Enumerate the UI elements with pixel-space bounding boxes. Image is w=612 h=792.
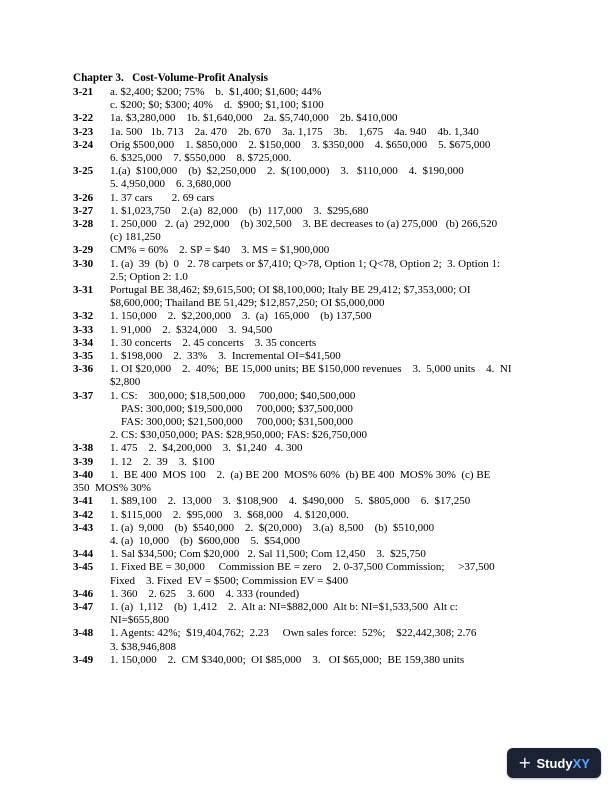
answer-line: 1. OI $20,000 2. 40%; BE 15,000 units; BE $150,000 revenues 3. 5,000 units 4. NI: [110, 363, 512, 376]
problem-number: 3-28: [73, 218, 94, 231]
problem-number: 3-40: [73, 468, 94, 481]
answer-line: CM% = 60% 2. SP = $40 3. MS = $1,900,000: [110, 244, 330, 257]
answer-entry: [73, 112, 553, 125]
answer-line: Portugal BE 38,462; $9,615,500; OI $8,100,000; Italy BE 29,412; $7,353,000; OI: [110, 284, 471, 297]
answer-entry: [73, 205, 553, 218]
answer-line: 1a. 500 1b. 713 2a. 470 2b. 670 3a. 1,175 3b. 1,675 4a. 940 4b. 1,340: [110, 125, 479, 138]
problem-number: 3-24: [73, 138, 94, 151]
problem-number: 3-27: [73, 204, 94, 217]
answer-entry: [73, 165, 553, 191]
problem-number: 3-32: [73, 310, 94, 323]
answer-line: 2.5; Option 2: 1.0: [110, 270, 188, 283]
problem-number: 3-44: [73, 548, 94, 561]
answer-line: 1. 30 concerts 2. 45 concerts 3. 35 concerts: [110, 336, 317, 349]
answer-line: $8,600,000; Thailand BE 51,429; $12,857,250; OI $5,000,000: [110, 297, 385, 310]
answer-line: 5. 4,950,000 6. 3,680,000: [110, 178, 231, 191]
answer-line: 1a. $3,280,000 1b. $1,640,000 2a. $5,740,000 2b. $410,000: [110, 112, 398, 125]
answer-entry: [73, 548, 553, 561]
answer-line: 1. 150,000 2. CM $340,000; OI $85,000 3. OI $65,000; BE 159,380 units: [110, 653, 465, 666]
problem-number: 3-22: [73, 112, 94, 125]
answer-line: c. $200; $0; $300; 40% d. $900; $1,100; $100: [110, 99, 324, 112]
answer-entry: [73, 456, 553, 469]
answer-entry: [73, 654, 553, 667]
answer-line: 1. $198,000 2. 33% 3. Incremental OI=$41,500: [110, 350, 341, 363]
problem-number: 3-38: [73, 442, 94, 455]
answer-line: 6. $325,000 7. $550,000 8. $725,000.: [110, 152, 292, 165]
answer-entry: [73, 86, 553, 112]
answer-line: 1. Agents: 42%; $19,404,762; 2.23 Own sales force: 52%; $22,442,308; 2.76: [110, 627, 477, 640]
answer-line: 1. (a) 9,000 (b) $540,000 2. $(20,000) 3.(a) 8,500 (b) $510,000: [110, 521, 435, 534]
answer-line: 1. $1,023,750 2.(a) 82,000 (b) 117,000 3. $295,680: [110, 204, 369, 217]
problem-number: 3-48: [73, 627, 94, 640]
answer-line: 2. CS: $30,050,000; PAS: $28,950,000; FAS: $26,750,000: [110, 429, 368, 442]
answer-line: 1. Sal $34,500; Com $20,000 2. Sal 11,500; Com 12,450 3. $25,750: [110, 548, 426, 561]
answer-line: 1. Fixed BE = 30,000 Commission BE = zero 2. 0-37,500 Commission; >37,500: [110, 561, 495, 574]
answer-key-page: [73, 72, 553, 667]
answer-entry: [73, 588, 553, 601]
answer-entry: [73, 390, 553, 443]
answer-entry: [73, 324, 553, 337]
answer-entry: [73, 310, 553, 323]
plus-icon: +: [518, 753, 532, 772]
studyxy-badge[interactable]: [507, 748, 601, 778]
problem-number: 3-34: [73, 336, 94, 349]
answer-line: 1. $115,000 2. $95,000 3. $68,000 4. $120,000.: [110, 508, 349, 521]
answer-line: 1. (a) 39 (b) 0 2. 78 carpets or $7,410; Q>78, Option 1; Q<78, Option 2; 3. Option 1:: [110, 257, 501, 270]
answer-line: 1. 475 2. $4,200,000 3. $1,240 4. 300: [110, 442, 303, 455]
answer-line: 1. 360 2. 625 3. 600 4. 333 (rounded): [110, 587, 300, 600]
problem-number: 3-39: [73, 455, 94, 468]
problem-number: 3-37: [73, 389, 94, 402]
answer-line: 1. 91,000 2. $324,000 3. 94,500: [110, 323, 273, 336]
answer-list: [73, 86, 553, 667]
answer-line: 1.(a) $100,000 (b) $2,250,000 2. $(100,000) 3. $110,000 4. $190,000: [110, 165, 464, 178]
problem-number: 3-26: [73, 191, 94, 204]
problem-number: 3-23: [73, 125, 94, 138]
answer-line: 350 MOS% 30%: [73, 482, 151, 495]
answer-line: NI=$655,800: [110, 614, 170, 627]
answer-entry: [73, 627, 553, 653]
answer-entry: [73, 284, 553, 310]
answer-entry: [73, 469, 553, 495]
answer-line: Orig $500,000 1. $850,000 2. $150,000 3. $350,000 4. $650,000 5. $675,000: [110, 138, 491, 151]
answer-line: 1. 37 cars 2. 69 cars: [110, 191, 215, 204]
answer-line: PAS: 300,000; $19,500,000 700,000; $37,500,000: [110, 402, 353, 415]
problem-number: 3-45: [73, 561, 94, 574]
answer-line: 1. $89,100 2. 13,000 3. $108,900 4. $490,000 5. $805,000 6. $17,250: [110, 495, 471, 508]
answer-entry: [73, 218, 553, 244]
answer-entry: [73, 258, 553, 284]
problem-number: 3-33: [73, 323, 94, 336]
answer-entry: [73, 350, 553, 363]
answer-entry: [73, 126, 553, 139]
problem-number: 3-30: [73, 257, 94, 270]
problem-number: 3-42: [73, 508, 94, 521]
problem-number: 3-31: [73, 284, 94, 297]
brand-logo: StudyXY: [536, 755, 590, 771]
answer-entry: [73, 337, 553, 350]
answer-line: (c) 181,250: [110, 231, 161, 244]
answer-line: 1. CS: 300,000; $18,500,000 700,000; $40,500,000: [110, 389, 356, 402]
problem-number: 3-41: [73, 495, 94, 508]
answer-line: 1. (a) 1,112 (b) 1,412 2. Alt a: NI=$882,000 Alt b: NI=$1,533,500 Alt c:: [110, 600, 458, 613]
answer-entry: [73, 244, 553, 257]
answer-entry: [73, 495, 553, 508]
answer-line: FAS: 300,000; $21,500,000 700,000; $31,500,000: [110, 416, 354, 429]
problem-number: 3-29: [73, 244, 94, 257]
answer-line: 1. 250,000 2. (a) 292,000 (b) 302,500 3. BE decreases to (a) 275,000 (b) 266,520: [110, 218, 498, 231]
answer-line: 4. (a) 10,000 (b) $600,000 5. $54,000: [110, 534, 301, 547]
answer-line: $2,800: [110, 376, 141, 389]
answer-line: 1. 12 2. 39 3. $100: [110, 455, 215, 468]
problem-number: 3-35: [73, 350, 94, 363]
problem-number: 3-49: [73, 653, 94, 666]
problem-number: 3-21: [73, 86, 94, 98]
answer-entry: [73, 442, 553, 455]
answer-entry: [73, 363, 553, 389]
answer-entry: [73, 509, 553, 522]
problem-number: 3-43: [73, 521, 94, 534]
problem-number: 3-25: [73, 165, 94, 178]
answer-entry: [73, 561, 553, 587]
problem-number: 3-47: [73, 600, 94, 613]
problem-number: 3-46: [73, 587, 94, 600]
problem-number: 3-36: [73, 363, 94, 376]
answer-entry: [73, 192, 553, 205]
answer-line: Fixed 3. Fixed EV = $500; Commission EV = $400: [110, 574, 349, 587]
answer-entry: [73, 139, 553, 165]
chapter-title: Chapter 3. Cost-Volume-Profit Analysis: [73, 72, 268, 84]
answer-entry: [73, 522, 553, 548]
answer-entry: [73, 601, 553, 627]
answer-line: 3. $38,946,808: [110, 640, 176, 653]
answer-line: 1. BE 400 MOS 100 2. (a) BE 200 MOS% 60% (b) BE 400 MOS% 30% (c) BE: [110, 468, 491, 481]
answer-line: 1. 150,000 2. $2,200,000 3. (a) 165,000 (b) 137,500: [110, 310, 372, 323]
answer-line: a. $2,400; $200; 75% b. $1,400; $1,600; 44%: [110, 86, 322, 98]
